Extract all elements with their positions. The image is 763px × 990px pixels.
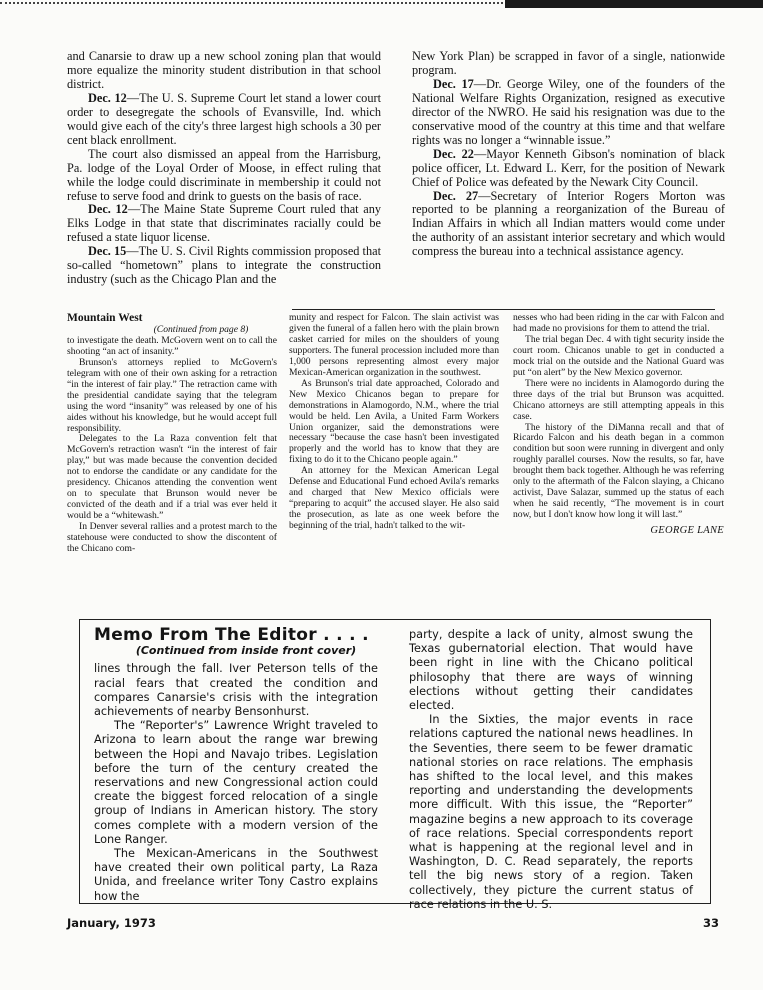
paragraph: An attorney for the Mexican American Legal Defense and Educational Fund echoed Avila's remarks and charged that New Mexico officials were “preparing to acquit” the accused slayer. He also said the prosecution, as late as one week before the beginning of the trial, hadn't talked to the wit-	[289, 465, 499, 532]
paragraph: Dec. 22—Mayor Kenneth Gibson's nomination of black police officer, Lt. Edward L. Kerr, for the position of Newark Chief of Police was defeated by the Newark City Council.	[412, 146, 725, 189]
paragraph: Dec. 27—Secretary of Interior Rogers Morton was reported to be planning a reorganization of the Bureau of Indian Affairs in which all Indian matters would come under the authority of an assistant interior secretary and which would compress the bureau into a technical assistance agency.	[412, 188, 726, 259]
upper-left-column	[67, 50, 381, 287]
paragraph: In Denver several rallies and a protest march to the statehouse were conducted to show the discontent of the Chicano com-	[67, 521, 277, 555]
paragraph: The court also dismissed an appeal from the Harrisburg, Pa. lodge of the Loyal Order of Moose, in effect ruling that while the lodge could discriminate in membership it could not refuse to serve food and drink to guests on the basis of race.	[67, 146, 381, 203]
paragraph: There were no incidents in Alamogordo during the three days of the trial but Brunson was acquitted. Chicano attorneys are still attempting appeals in this case.	[513, 377, 724, 422]
paragraph: The trial began Dec. 4 with tight security inside the court room. Chicanos unable to get in conducted a mock trial on the outside and the National Guard was put “on alert” by the New Mexico governor.	[513, 333, 724, 378]
paragraph: Dec. 12—The Maine State Supreme Court ruled that any Elks Lodge in that state that discriminates racially could be refused a state liquor license.	[67, 202, 381, 245]
footer-date: January, 1973	[67, 916, 156, 930]
page-number: 33	[703, 916, 720, 930]
paragraph: Dec. 12—The U. S. Supreme Court let stand a lower court order to desegregate the schools of Evansville, Ind. which would give each of the city's three largest high schools a 30 per cent black enrollment.	[67, 90, 381, 147]
paragraph: Delegates to the La Raza convention felt that McGovern's retraction wasn't “in the interest of fair play,” but was made because the convention decided not to endorse the candidate or any candidate for the presidency. Chicanos attending the convention went on to speculate that Brunson would never be convicted of the death and if a trial was ever held it would be a “whitewash.”	[67, 433, 277, 522]
paragraph: In the Sixties, the major events in race relations captured the national news headlines. In the Seventies, there seem to be fewer dramatic national stories on race relations. The emphasis has shifted to the local level, and this makes reporting and understanding the developments more difficult. With this issue, the “Reporter” magazine begins a new approach to its coverage of race relations. Special correspondents report what is happening at the regional level and in Washington, D. C. Read separately, the reports tell the big news story of a region. Taken collectively, they picture the current status of race relations in the U. S.	[409, 713, 693, 911]
paragraph: lines through the fall. Iver Peterson tells of the racial fears that created the condition and compares Canarsie's crisis with the integration achievements of nearby Bensonhurst.	[94, 662, 378, 719]
memo-title: Memo From The Editor . . . .	[94, 625, 369, 645]
paragraph: Brunson's attorneys replied to McGovern's telegram with one of their own asking for a retraction “in the interest of fair play.” The retraction came with the presidential candidate saying that the telegram using the word “insanity” was released by one of his aides without his knowledge, but he would accept full responsibility.	[67, 356, 277, 434]
mountain-west-col2	[289, 313, 499, 532]
paragraph: The Mexican-Americans in the Southwest have created their own political party, La Raza Unida, and freelance writer Tony Castro explains how the	[94, 847, 378, 903]
paragraph: The “Reporter's” Lawrence Wright traveled to Arizona to learn about the range war brewing between the Hopi and Navajo tribes. Legislation before the turn of the century created the reservations and new Congressional action could create the biggest forced relocation of a single group of Indians in American history. The story comes complete with a modern version of the Lone Ranger.	[94, 719, 378, 846]
mountain-west-col1	[67, 313, 277, 555]
byline: GEORGE LANE	[650, 525, 724, 537]
memo-continued-note: (Continued from inside front cover)	[135, 644, 357, 658]
article-heading: Mountain West	[67, 312, 143, 324]
upper-right-column	[412, 50, 725, 259]
paragraph: munity and respect for Falcon. The slain activist was given the funeral of a fallen hero with the plain brown casket carried for miles on the shoulders of young supporters. The funeral procession included more than 1,000 persons representing almost every major Mexican-American organization in the southwest.	[289, 312, 499, 378]
paragraph: As Brunson's trial date approached, Colorado and New Mexico Chicanos began to prepare for demonstrations in Alamogordo, N.M., where the trial would be held. Len Avila, a United Farm Workers Union organizer, said the demonstrations were necessary “because the case hasn't been investigated properly and the world has to know that they are fixing to do it to the Chicano people again.”	[289, 377, 499, 466]
memo-left-column	[94, 625, 378, 904]
section-divider	[292, 309, 715, 310]
memo-right-column	[409, 628, 693, 912]
mountain-west-col3	[513, 313, 724, 537]
paragraph: The history of the DiManna recall and that of Ricardo Falcon and his death began in a common condition but soon were running in divergent and only roughly parallel courses. Now the results, so far, have brought them back together. Although he was referring only to the aftermath of the Falcon slaying, a Chicano activist, Dave Salazar, summed up the status of each when he said recently, “The movement is in court now, but I don't know how long it will last.”	[513, 421, 724, 521]
paragraph: nesses who had been riding in the car with Falcon and had made no provisions for them to attend the trial.	[513, 312, 724, 334]
paragraph: party, despite a lack of unity, almost swung the Texas gubernatorial election. That would have been right in line with the Chicano political philosophy that there are ways of winning elections without getting their candidates elected.	[409, 628, 693, 713]
paragraph: Dec. 17—Dr. George Wiley, one of the founders of the National Welfare Rights Organization, resigned as executive director of the NWRO. He said his resignation was due to the conservative mood of the country at this time and that welfare rights was no longer a “winnable issue.”	[412, 76, 725, 147]
paragraph: Dec. 15—The U. S. Civil Rights commission proposed that so-called “hometown” plans to integrate the construction industry (such as the Chicago Plan and the	[67, 244, 381, 287]
continued-note: (Continued from page 8)	[153, 323, 249, 335]
paragraph: to investigate the death. McGovern went on to call the shooting “an act of insanity.”	[67, 334, 277, 357]
paragraph: and Canarsie to draw up a new school zoning plan that would more equalize the minority student distribution in that school district.	[67, 49, 381, 91]
top-black-bar	[505, 0, 763, 8]
paragraph: New York Plan) be scrapped in favor of a single, nationwide program.	[412, 49, 725, 77]
